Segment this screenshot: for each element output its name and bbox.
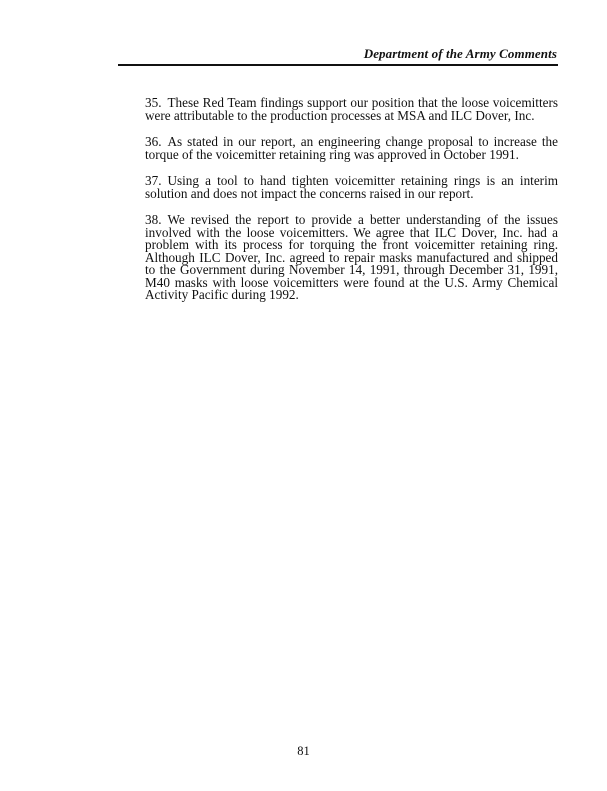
page-header <box>0 0 607 70</box>
paragraph-text: As stated in our report, an engineering change proposal to increase the torque of the voicemitter retaining ring was approved in October 1991. <box>145 134 558 162</box>
paragraph-36 <box>145 136 558 161</box>
paragraph-text: These Red Team findings support our position that the loose voicemitters were attributable to the production processes at MSA and ILC Dover, Inc. <box>145 95 558 123</box>
paragraph-text: Using a tool to hand tighten voicemitter retaining rings is an interim solution and does not impact the concerns raised in our report. <box>145 173 558 201</box>
body-text <box>145 97 558 316</box>
paragraph-number: 37. <box>145 173 162 188</box>
header-rule <box>118 64 558 66</box>
paragraph-38 <box>145 214 558 302</box>
paragraph-number: 35. <box>145 95 162 110</box>
paragraph-text: We revised the report to provide a better understanding of the issues involved with the loose voicemitters. We agree that ILC Dover, Inc. had a problem with its process for torquing the front voicemitter retaining ring. Although ILC Dover, Inc. agreed to repair masks manufactured and shipped to the Government during November 14, 1991, through December 31, 1991, M40 masks with loose voicemitters were found at the U.S. Army Chemical Activity Pacific during 1992. <box>145 212 558 302</box>
page-number: 81 <box>297 744 310 758</box>
header-title: Department of the Army Comments <box>363 46 557 61</box>
paragraph-number: 36. <box>145 134 162 149</box>
paragraph-number: 38. <box>145 212 162 227</box>
paragraph-35 <box>145 97 558 122</box>
paragraph-37 <box>145 175 558 200</box>
